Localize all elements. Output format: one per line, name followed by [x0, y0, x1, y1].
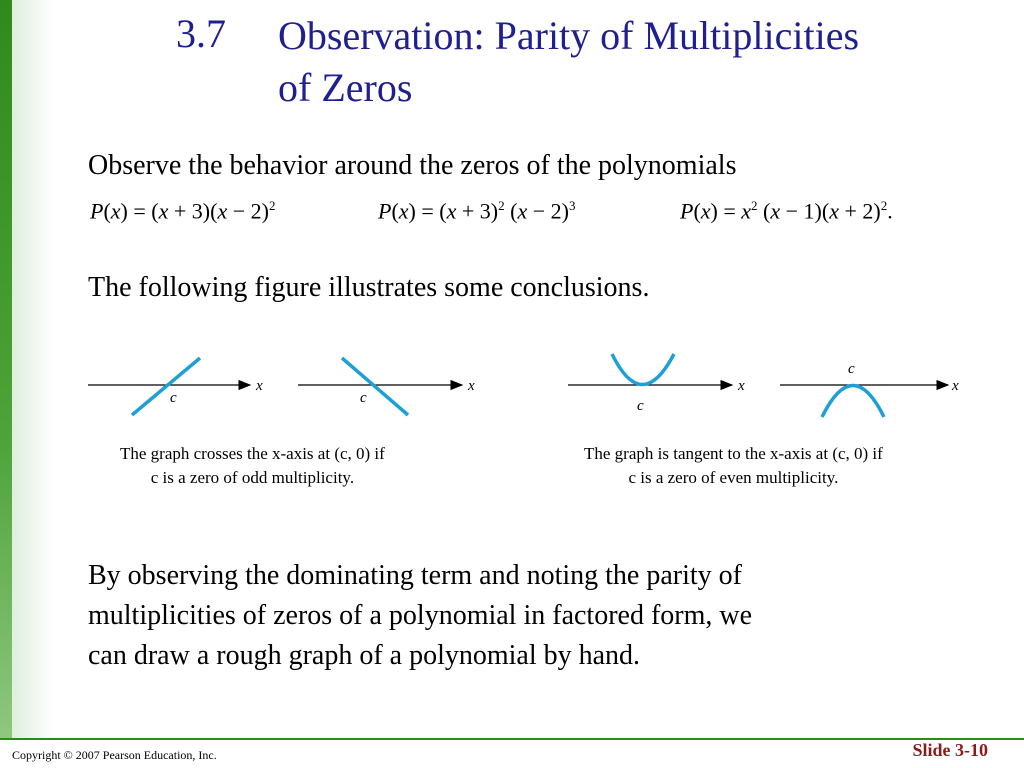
copyright-text: Copyright © 2007 Pearson Education, Inc.: [12, 748, 217, 762]
side-accent-bar: [0, 0, 12, 738]
multiplicity-figure: [80, 340, 980, 440]
slide-title-line-2: of Zeros: [278, 65, 413, 110]
caption-odd-line-2: c is a zero of odd multiplicity.: [150, 468, 355, 487]
tangent-curve-up: [612, 354, 674, 385]
caption-even-line-1: The graph is tangent to the x-axis at (c, 0) if: [584, 444, 883, 463]
caption-odd: [120, 442, 385, 490]
tangent-curve-down: [822, 386, 884, 418]
slide-number: Slide 3-10: [912, 740, 988, 760]
crossing-line-down: [342, 358, 408, 415]
axis-label-1: x: [256, 378, 263, 394]
conclusion-line-2: multiplicities of zeros of a polynomial in factored form, we: [88, 600, 753, 631]
formula-3: $P(x) = x^2$ $(x - 1)(x + 2)^2$.: [680, 198, 893, 224]
conclusion-line-1: By observing the dominating term and noting the parity of: [88, 560, 742, 591]
title-number: 3.7: [176, 11, 226, 56]
axis-label-3: x: [738, 378, 745, 394]
caption-even: [584, 442, 883, 490]
formula-2: $P(x) = (x + 3)^2$ $(x - 2)^3$: [378, 198, 576, 224]
axis-label-2: x: [468, 378, 475, 394]
footer-divider: [0, 738, 1024, 740]
zero-label-3: c: [637, 398, 644, 414]
caption-even-line-2: c is a zero of even multiplicity.: [628, 468, 839, 487]
conclusion-line-3: can draw a rough graph of a polynomial by hand.: [88, 640, 641, 671]
zero-label-2: c: [360, 390, 367, 406]
slide-title-line-1: Observation: Parity of Multiplicities: [278, 13, 860, 58]
figure-intro-text: The following figure illustrates some conclusions.: [88, 272, 650, 303]
zero-label-1: c: [170, 390, 177, 406]
zero-label-4: c: [848, 361, 855, 377]
side-gradient: [12, 0, 54, 738]
crossing-line-up: [132, 358, 200, 415]
caption-odd-line-1: The graph crosses the x-axis at (c, 0) if: [120, 444, 385, 463]
formula-1: $P(x) = (x + 3)(x - 2)^2$: [90, 198, 276, 224]
slide-title: [278, 10, 859, 114]
axis-label-4: x: [952, 378, 959, 394]
intro-text: Observe the behavior around the zeros of the polynomials: [88, 150, 737, 181]
